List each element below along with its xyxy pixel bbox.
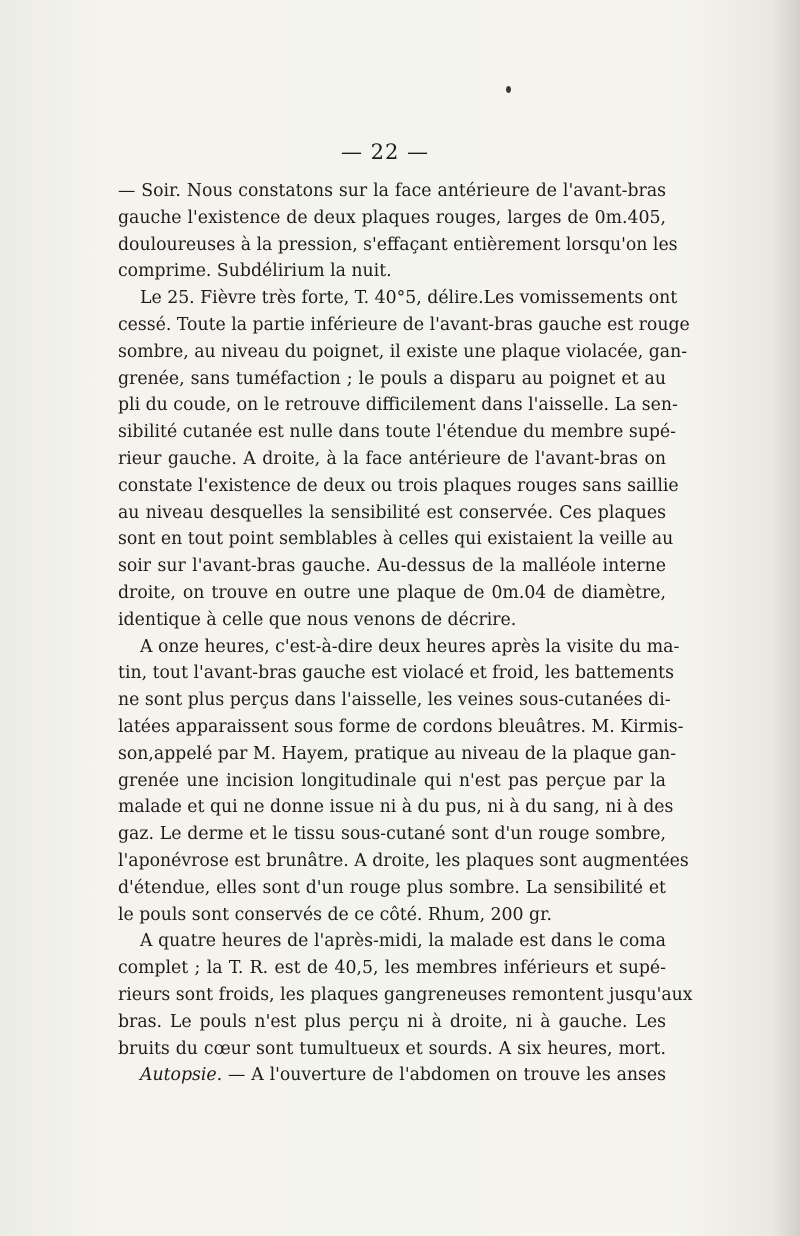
text-line: comprime. Subdélirium la nuit. (118, 261, 392, 282)
text-line: bras. Le pouls n'est plus perçu ni à droite, ni à gauche. Les (118, 1011, 666, 1032)
text-line: sombre, au niveau du poignet, il existe une plaque violacée, gan- (118, 341, 688, 362)
text-line: — Soir. Nous constatons sur la face antérieure de l'avant-bras (118, 181, 666, 201)
text-line: son,appelé par M. Hayem, pratique au niveau de la plaque gan- (118, 743, 677, 764)
text-line-final (118, 1062, 666, 1089)
text-line: l'aponévrose est brunâtre. A droite, les plaques sont augmentées (118, 850, 689, 871)
text-line: tin, tout l'avant-bras gauche est violacé et froid, les battements (118, 663, 674, 684)
text-line: grenée une incision longitudinale qui n'est pas perçue par la (118, 770, 666, 791)
text-line: rieur gauche. A droite, à la face antérieure de l'avant-bras on (118, 448, 666, 469)
text-line: constate l'existence de deux ou trois plaques rouges sans saillie (118, 475, 679, 496)
autopsie-label: Autopsie. (140, 1065, 223, 1086)
text-line: soir sur l'avant-bras gauche. Au-dessus de la malléole interne (118, 556, 666, 577)
text-line: sont en tout point semblables à celles qui existaient la veille au (118, 529, 674, 550)
body-text (118, 178, 693, 1089)
text-line: latées apparaissent sous forme de cordons bleuâtres. M. Kirmis- (118, 716, 684, 737)
text-line: pli du coude, on le retrouve difficilement dans l'aisselle. La sen- (118, 395, 678, 416)
text-line: gauche l'existence de deux plaques rouges, larges de 0m.405, (118, 207, 666, 228)
text-line: rieurs sont froids, les plaques gangreneuses remontent jusqu'aux (118, 984, 693, 1005)
page-number: — 22 — (340, 140, 430, 164)
text-line: d'étendue, elles sont d'un rouge plus sombre. La sensibilité et (118, 877, 666, 898)
text-line: le pouls sont conservés de ce côté. Rhum, 200 gr. (118, 904, 552, 925)
text-line: ne sont plus perçus dans l'aisselle, les veines sous-cutanées di- (118, 690, 671, 711)
text-line: gaz. Le derme et le tissu sous-cutané sont d'un rouge sombre, (118, 824, 666, 845)
ink-speck (506, 86, 511, 93)
page-edge-shadow (772, 0, 800, 1236)
text-line: Le 25. Fièvre très forte, T. 40°5, délire.Les vomissements ont (140, 288, 678, 309)
text-line: douloureuses à la pression, s'effaçant entièrement lorsqu'on les (118, 234, 678, 255)
text-line: cessé. Toute la partie inférieure de l'avant-bras gauche est rouge (118, 314, 690, 335)
text-line: A onze heures, c'est-à-dire deux heures après la visite du ma- (140, 636, 680, 657)
text-line: bruits du cœur sont tumultueux et sourds. A six heures, mort. (118, 1038, 666, 1059)
autopsie-text: — A l'ouverture de l'abdomen on trouve les anses (222, 1065, 666, 1086)
text-line: grenée, sans tuméfaction ; le pouls a disparu au poignet et au (118, 368, 666, 389)
text-line: sibilité cutanée est nulle dans toute l'étendue du membre supé- (118, 422, 676, 443)
text-line: identique à celle que nous venons de décrire. (118, 609, 517, 630)
text-line: complet ; la T. R. est de 40,5, les membres inférieurs et supé- (118, 958, 666, 979)
text-line: A quatre heures de l'après-midi, la malade est dans le coma (140, 931, 666, 952)
text-line: malade et qui ne donne issue ni à du pus, ni à du sang, ni à des (118, 797, 674, 818)
text-line: droite, on trouve en outre une plaque de 0m.04 de diamètre, (118, 582, 666, 603)
text-line: au niveau desquelles la sensibilité est conservée. Ces plaques (118, 502, 666, 523)
